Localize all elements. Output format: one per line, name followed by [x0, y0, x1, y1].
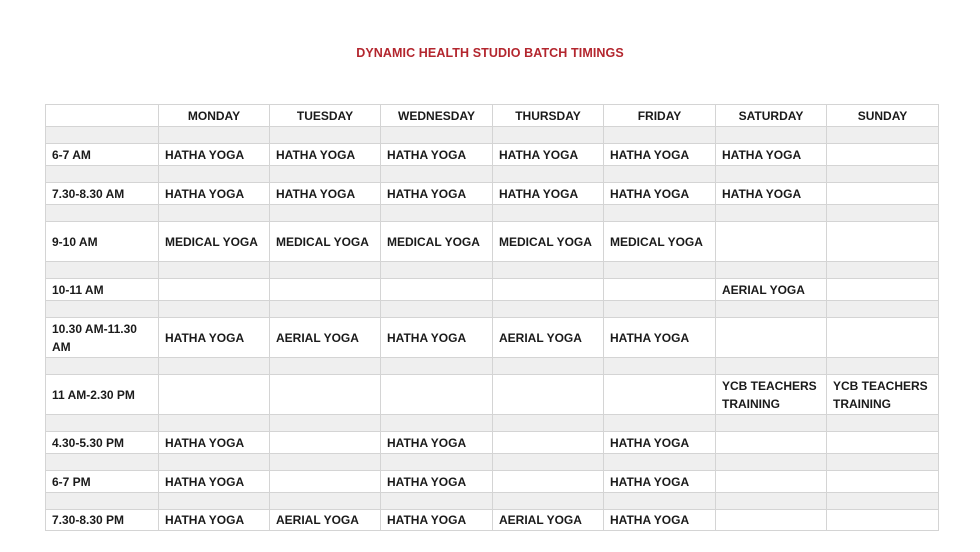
class-cell-thursday: AERIAL YOGA: [493, 510, 604, 531]
class-cell-saturday: YCB TEACHERS TRAINING: [716, 375, 827, 415]
class-cell-wednesday: HATHA YOGA: [381, 144, 493, 166]
class-cell-sunday: [827, 510, 939, 531]
class-cell-saturday: [716, 510, 827, 531]
class-cell-saturday: [716, 222, 827, 262]
spacer-cell: [270, 493, 381, 510]
class-cell-tuesday: AERIAL YOGA: [270, 318, 381, 358]
spacer-row: [46, 301, 939, 318]
spacer-cell: [270, 166, 381, 183]
class-cell-friday: HATHA YOGA: [604, 144, 716, 166]
class-cell-friday: HATHA YOGA: [604, 432, 716, 454]
time-slot-row: [46, 510, 939, 531]
class-cell-sunday: [827, 432, 939, 454]
time-slot-row: [46, 432, 939, 454]
spacer-row: [46, 205, 939, 222]
spacer-cell: [604, 166, 716, 183]
spacer-cell: [493, 415, 604, 432]
class-cell-friday: HATHA YOGA: [604, 183, 716, 205]
spacer-cell: [493, 166, 604, 183]
spacer-cell: [716, 127, 827, 144]
spacer-cell: [270, 301, 381, 318]
spacer-cell: [604, 127, 716, 144]
spacer-cell: [493, 454, 604, 471]
class-cell-tuesday: [270, 375, 381, 415]
spacer-cell: [716, 166, 827, 183]
spacer-cell: [604, 262, 716, 279]
spacer-cell: [159, 301, 270, 318]
spacer-cell: [46, 493, 159, 510]
class-cell-wednesday: HATHA YOGA: [381, 510, 493, 531]
class-cell-sunday: [827, 222, 939, 262]
spacer-cell: [159, 454, 270, 471]
class-cell-thursday: [493, 471, 604, 493]
spacer-row: [46, 415, 939, 432]
class-cell-saturday: HATHA YOGA: [716, 144, 827, 166]
class-cell-saturday: AERIAL YOGA: [716, 279, 827, 301]
day-header-tuesday: TUESDAY: [270, 105, 381, 127]
class-cell-thursday: [493, 279, 604, 301]
spacer-cell: [493, 493, 604, 510]
class-cell-wednesday: MEDICAL YOGA: [381, 222, 493, 262]
class-cell-thursday: [493, 375, 604, 415]
spacer-row: [46, 262, 939, 279]
time-slot-label: 11 AM-2.30 PM: [46, 375, 159, 415]
time-slot-label: 10.30 AM-11.30 AM: [46, 318, 159, 358]
spacer-cell: [381, 166, 493, 183]
spacer-cell: [827, 415, 939, 432]
spacer-cell: [827, 127, 939, 144]
spacer-cell: [46, 358, 159, 375]
time-slot-row: [46, 318, 939, 358]
time-slot-row: [46, 375, 939, 415]
time-slot-label: 4.30-5.30 PM: [46, 432, 159, 454]
spacer-cell: [604, 301, 716, 318]
day-header-row: [46, 105, 939, 127]
class-cell-saturday: [716, 432, 827, 454]
time-slot-label: 7.30-8.30 PM: [46, 510, 159, 531]
class-cell-sunday: [827, 144, 939, 166]
class-cell-saturday: [716, 471, 827, 493]
spacer-cell: [46, 205, 159, 222]
spacer-cell: [381, 301, 493, 318]
spacer-row: [46, 358, 939, 375]
spacer-cell: [827, 493, 939, 510]
spacer-cell: [604, 358, 716, 375]
class-cell-monday: HATHA YOGA: [159, 471, 270, 493]
class-cell-monday: HATHA YOGA: [159, 510, 270, 531]
spacer-cell: [46, 415, 159, 432]
class-cell-friday: HATHA YOGA: [604, 510, 716, 531]
class-cell-monday: [159, 375, 270, 415]
class-cell-friday: [604, 375, 716, 415]
time-slot-row: [46, 279, 939, 301]
spacer-cell: [46, 262, 159, 279]
class-cell-saturday: HATHA YOGA: [716, 183, 827, 205]
spacer-cell: [716, 262, 827, 279]
class-cell-tuesday: [270, 432, 381, 454]
spacer-cell: [381, 205, 493, 222]
spacer-cell: [381, 262, 493, 279]
spacer-cell: [270, 127, 381, 144]
spacer-cell: [159, 127, 270, 144]
class-cell-wednesday: HATHA YOGA: [381, 432, 493, 454]
spacer-cell: [381, 454, 493, 471]
class-cell-thursday: [493, 432, 604, 454]
class-cell-sunday: [827, 183, 939, 205]
spacer-cell: [827, 358, 939, 375]
spacer-cell: [493, 262, 604, 279]
spacer-cell: [493, 358, 604, 375]
spacer-cell: [270, 454, 381, 471]
spacer-cell: [46, 454, 159, 471]
class-cell-monday: MEDICAL YOGA: [159, 222, 270, 262]
spacer-row: [46, 454, 939, 471]
class-cell-wednesday: [381, 279, 493, 301]
spacer-cell: [46, 301, 159, 318]
spacer-cell: [270, 358, 381, 375]
time-slot-row: [46, 144, 939, 166]
spacer-cell: [716, 493, 827, 510]
time-slot-label: 6-7 AM: [46, 144, 159, 166]
spacer-cell: [716, 454, 827, 471]
spacer-cell: [604, 415, 716, 432]
class-cell-friday: MEDICAL YOGA: [604, 222, 716, 262]
spacer-cell: [270, 205, 381, 222]
spacer-cell: [159, 493, 270, 510]
class-cell-sunday: [827, 471, 939, 493]
page-title: DYNAMIC HEALTH STUDIO BATCH TIMINGS: [356, 46, 624, 60]
class-cell-monday: HATHA YOGA: [159, 318, 270, 358]
spacer-cell: [827, 262, 939, 279]
class-cell-friday: HATHA YOGA: [604, 471, 716, 493]
class-cell-wednesday: [381, 375, 493, 415]
spacer-cell: [46, 127, 159, 144]
spacer-cell: [716, 301, 827, 318]
spacer-cell: [604, 205, 716, 222]
spacer-row: [46, 166, 939, 183]
spacer-row: [46, 493, 939, 510]
day-header-friday: FRIDAY: [604, 105, 716, 127]
class-cell-wednesday: HATHA YOGA: [381, 471, 493, 493]
class-cell-thursday: HATHA YOGA: [493, 144, 604, 166]
class-cell-tuesday: AERIAL YOGA: [270, 510, 381, 531]
spacer-cell: [159, 358, 270, 375]
spacer-cell: [604, 493, 716, 510]
class-cell-monday: HATHA YOGA: [159, 144, 270, 166]
spacer-cell: [270, 415, 381, 432]
spacer-cell: [827, 454, 939, 471]
batch-timings-table: [45, 104, 939, 531]
spacer-cell: [159, 415, 270, 432]
time-slot-label: 9-10 AM: [46, 222, 159, 262]
spacer-cell: [381, 493, 493, 510]
class-cell-sunday: [827, 318, 939, 358]
day-header-monday: MONDAY: [159, 105, 270, 127]
spacer-cell: [381, 358, 493, 375]
spacer-cell: [827, 166, 939, 183]
class-cell-friday: HATHA YOGA: [604, 318, 716, 358]
spacer-row: [46, 127, 939, 144]
day-header-thursday: THURSDAY: [493, 105, 604, 127]
class-cell-tuesday: HATHA YOGA: [270, 183, 381, 205]
time-slot-row: [46, 471, 939, 493]
class-cell-wednesday: HATHA YOGA: [381, 183, 493, 205]
spacer-cell: [827, 301, 939, 318]
corner-cell: [46, 105, 159, 127]
spacer-cell: [716, 358, 827, 375]
time-slot-row: [46, 222, 939, 262]
day-header-saturday: SATURDAY: [716, 105, 827, 127]
class-cell-tuesday: HATHA YOGA: [270, 144, 381, 166]
spacer-cell: [493, 205, 604, 222]
class-cell-tuesday: MEDICAL YOGA: [270, 222, 381, 262]
class-cell-wednesday: HATHA YOGA: [381, 318, 493, 358]
spacer-cell: [716, 415, 827, 432]
spacer-cell: [827, 205, 939, 222]
time-slot-label: 10-11 AM: [46, 279, 159, 301]
time-slot-row: [46, 183, 939, 205]
spacer-cell: [716, 205, 827, 222]
class-cell-sunday: YCB TEACHERS TRAINING: [827, 375, 939, 415]
day-header-sunday: SUNDAY: [827, 105, 939, 127]
class-cell-saturday: [716, 318, 827, 358]
spacer-cell: [493, 127, 604, 144]
spacer-cell: [270, 262, 381, 279]
time-slot-label: 6-7 PM: [46, 471, 159, 493]
spacer-cell: [493, 301, 604, 318]
class-cell-tuesday: [270, 279, 381, 301]
spacer-cell: [159, 166, 270, 183]
spacer-cell: [46, 166, 159, 183]
class-cell-thursday: HATHA YOGA: [493, 183, 604, 205]
spacer-cell: [381, 415, 493, 432]
spacer-cell: [604, 454, 716, 471]
class-cell-friday: [604, 279, 716, 301]
class-cell-thursday: AERIAL YOGA: [493, 318, 604, 358]
class-cell-monday: [159, 279, 270, 301]
day-header-wednesday: WEDNESDAY: [381, 105, 493, 127]
spacer-cell: [159, 262, 270, 279]
class-cell-tuesday: [270, 471, 381, 493]
spacer-cell: [381, 127, 493, 144]
class-cell-monday: HATHA YOGA: [159, 432, 270, 454]
class-cell-monday: HATHA YOGA: [159, 183, 270, 205]
spacer-cell: [159, 205, 270, 222]
time-slot-label: 7.30-8.30 AM: [46, 183, 159, 205]
class-cell-thursday: MEDICAL YOGA: [493, 222, 604, 262]
class-cell-sunday: [827, 279, 939, 301]
